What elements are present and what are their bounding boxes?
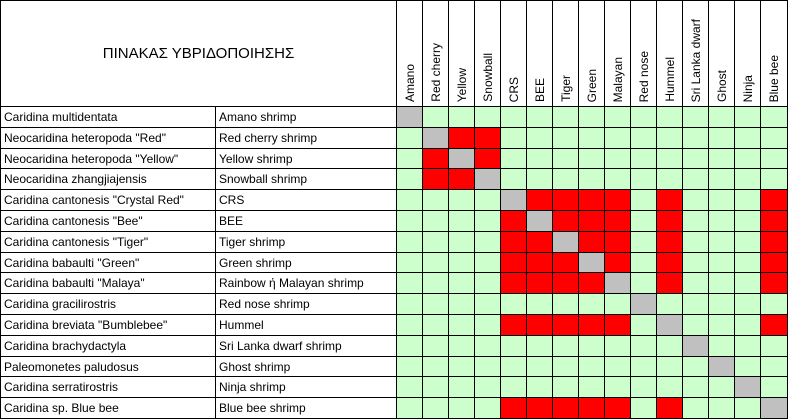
cell-hybridize [552, 252, 579, 273]
column-header [552, 0, 579, 107]
cell-hybridize [578, 189, 605, 211]
cell-compatible [708, 272, 735, 294]
cell-compatible [656, 293, 683, 315]
cell-hybridize [578, 397, 605, 419]
cell-compatible [604, 356, 631, 377]
cell-compatible [682, 148, 709, 169]
cell-compatible [630, 252, 657, 273]
cell-compatible [708, 127, 735, 149]
cell-compatible [526, 293, 553, 315]
cell-compatible [760, 148, 788, 169]
cell-compatible [734, 293, 761, 315]
cell-compatible [630, 397, 657, 419]
row-common-name: Sri Lanka dwarf shrimp [215, 335, 397, 357]
cell-hybridize [604, 189, 631, 211]
cell-compatible [500, 293, 527, 315]
column-header-label: Malayan [610, 56, 625, 102]
cell-compatible [656, 376, 683, 398]
cell-compatible [474, 189, 501, 211]
cell-compatible [656, 106, 683, 128]
cell-compatible [760, 335, 788, 357]
cell-compatible [448, 106, 475, 128]
cell-hybridize [656, 397, 683, 419]
cell-compatible [734, 127, 761, 149]
cell-hybridize [474, 127, 501, 149]
cell-compatible [526, 356, 553, 377]
cell-compatible [500, 168, 527, 190]
cell-compatible [448, 356, 475, 377]
row-scientific-name: Neocaridina heteropoda "Yellow" [0, 148, 216, 169]
cell-compatible [422, 210, 449, 232]
cell-compatible [604, 106, 631, 128]
cell-compatible [396, 210, 423, 232]
cell-compatible [422, 272, 449, 294]
cell-compatible [448, 189, 475, 211]
cell-compatible [682, 397, 709, 419]
cell-compatible [604, 168, 631, 190]
cell-compatible [526, 106, 553, 128]
cell-compatible [734, 231, 761, 253]
cell-self [448, 148, 475, 169]
cell-compatible [396, 376, 423, 398]
column-header-label: Sri Lanka dwarf [688, 18, 703, 102]
cell-compatible [422, 252, 449, 273]
cell-hybridize [500, 210, 527, 232]
cell-compatible [682, 376, 709, 398]
cell-compatible [682, 106, 709, 128]
cell-compatible [448, 397, 475, 419]
cell-compatible [396, 356, 423, 377]
column-header-label: Red nose [636, 50, 651, 102]
cell-compatible [682, 356, 709, 377]
cell-compatible [682, 314, 709, 336]
cell-compatible [604, 127, 631, 149]
cell-hybridize [500, 252, 527, 273]
table-title: ΠΙΝΑΚΑΣ ΥΒΡΙΔΟΠΟΙΗΣΗΣ [0, 0, 397, 107]
cell-compatible [734, 252, 761, 273]
cell-hybridize [760, 189, 788, 211]
cell-hybridize [552, 272, 579, 294]
cell-self [500, 189, 527, 211]
cell-compatible [474, 106, 501, 128]
column-header-label: Yellow [454, 67, 469, 102]
cell-compatible [682, 272, 709, 294]
cell-self [552, 231, 579, 253]
cell-compatible [500, 106, 527, 128]
cell-compatible [396, 231, 423, 253]
cell-compatible [682, 127, 709, 149]
cell-compatible [422, 376, 449, 398]
row-scientific-name: Neocaridina heteropoda "Red" [0, 127, 216, 149]
cell-compatible [396, 168, 423, 190]
cell-compatible [604, 293, 631, 315]
cell-compatible [500, 376, 527, 398]
cell-hybridize [474, 148, 501, 169]
cell-compatible [682, 189, 709, 211]
cell-hybridize [656, 272, 683, 294]
cell-hybridize [604, 210, 631, 232]
cell-compatible [656, 335, 683, 357]
cell-compatible [422, 293, 449, 315]
cell-compatible [708, 335, 735, 357]
column-header-label: Green [584, 68, 599, 102]
cell-compatible [630, 148, 657, 169]
row-common-name: Red nose shrimp [215, 293, 397, 315]
cell-compatible [422, 189, 449, 211]
cell-compatible [682, 252, 709, 273]
cell-compatible [760, 106, 788, 128]
cell-compatible [526, 148, 553, 169]
cell-compatible [734, 335, 761, 357]
cell-hybridize [760, 210, 788, 232]
cell-compatible [396, 397, 423, 419]
cell-compatible [630, 168, 657, 190]
cell-compatible [734, 314, 761, 336]
cell-self [396, 106, 423, 128]
column-header [474, 0, 501, 107]
cell-hybridize [656, 231, 683, 253]
column-header [708, 0, 735, 107]
row-scientific-name: Caridina cantonesis "Bee" [0, 210, 216, 232]
cell-compatible [396, 335, 423, 357]
cell-compatible [396, 314, 423, 336]
row-scientific-name: Caridina breviata "Bumblebee" [0, 314, 216, 336]
cell-compatible [630, 189, 657, 211]
cell-hybridize [526, 397, 553, 419]
column-header [578, 0, 605, 107]
cell-compatible [604, 335, 631, 357]
cell-compatible [578, 335, 605, 357]
cell-compatible [734, 168, 761, 190]
cell-compatible [474, 293, 501, 315]
cell-compatible [656, 148, 683, 169]
cell-compatible [474, 397, 501, 419]
cell-compatible [578, 168, 605, 190]
cell-hybridize [500, 231, 527, 253]
cell-compatible [578, 148, 605, 169]
cell-hybridize [578, 272, 605, 294]
cell-hybridize [656, 189, 683, 211]
row-scientific-name: Caridina cantonesis "Tiger" [0, 231, 216, 253]
cell-compatible [448, 376, 475, 398]
cell-compatible [604, 148, 631, 169]
cell-compatible [630, 376, 657, 398]
column-header-label: Tiger [558, 75, 573, 102]
cell-compatible [708, 231, 735, 253]
cell-compatible [500, 335, 527, 357]
cell-hybridize [526, 272, 553, 294]
cell-compatible [630, 210, 657, 232]
cell-self [604, 272, 631, 294]
row-common-name: Yellow shrimp [215, 148, 397, 169]
cell-compatible [734, 210, 761, 232]
cell-compatible [474, 314, 501, 336]
cell-compatible [500, 127, 527, 149]
cell-compatible [474, 376, 501, 398]
cell-hybridize [500, 397, 527, 419]
cell-compatible [682, 231, 709, 253]
cell-hybridize [500, 314, 527, 336]
row-scientific-name: Caridina serratirostris [0, 376, 216, 398]
cell-hybridize [656, 252, 683, 273]
cell-hybridize [448, 127, 475, 149]
cell-compatible [708, 168, 735, 190]
row-common-name: CRS [215, 189, 397, 211]
cell-compatible [474, 210, 501, 232]
cell-hybridize [578, 231, 605, 253]
cell-compatible [474, 231, 501, 253]
column-header-label: Ghost [714, 69, 729, 102]
cell-self [526, 210, 553, 232]
cell-self [760, 397, 788, 419]
cell-compatible [422, 397, 449, 419]
cell-self [734, 376, 761, 398]
cell-compatible [708, 314, 735, 336]
cell-compatible [708, 148, 735, 169]
cell-self [630, 293, 657, 315]
cell-compatible [552, 293, 579, 315]
cell-compatible [474, 335, 501, 357]
row-common-name: BEE [215, 210, 397, 232]
cell-compatible [448, 210, 475, 232]
cell-compatible [656, 168, 683, 190]
cell-hybridize [578, 314, 605, 336]
cell-compatible [630, 335, 657, 357]
cell-compatible [500, 148, 527, 169]
cell-compatible [448, 272, 475, 294]
cell-compatible [578, 356, 605, 377]
cell-compatible [526, 168, 553, 190]
cell-compatible [526, 127, 553, 149]
row-common-name: Tiger shrimp [215, 231, 397, 253]
cell-compatible [708, 293, 735, 315]
cell-hybridize [604, 397, 631, 419]
cell-hybridize [448, 168, 475, 190]
cell-compatible [708, 252, 735, 273]
cell-compatible [552, 335, 579, 357]
cell-compatible [500, 356, 527, 377]
cell-self [708, 356, 735, 377]
column-header [422, 0, 449, 107]
cell-compatible [708, 106, 735, 128]
cell-compatible [396, 127, 423, 149]
cell-compatible [474, 252, 501, 273]
cell-compatible [552, 148, 579, 169]
column-header-label: Amano [402, 63, 417, 102]
column-header [682, 0, 709, 107]
column-header [526, 0, 553, 107]
cell-compatible [552, 168, 579, 190]
cell-compatible [760, 376, 788, 398]
cell-compatible [630, 231, 657, 253]
row-common-name: Hummel [215, 314, 397, 336]
cell-hybridize [526, 252, 553, 273]
cell-compatible [734, 272, 761, 294]
cell-compatible [396, 148, 423, 169]
cell-compatible [526, 335, 553, 357]
row-scientific-name: Caridina babaulti "Green" [0, 252, 216, 273]
cell-compatible [760, 168, 788, 190]
row-common-name: Snowball shrimp [215, 168, 397, 190]
column-header [630, 0, 657, 107]
cell-hybridize [604, 252, 631, 273]
row-scientific-name: Caridina sp. Blue bee [0, 397, 216, 419]
row-scientific-name: Paleomonetes paludosus [0, 356, 216, 377]
cell-compatible [448, 293, 475, 315]
cell-hybridize [500, 272, 527, 294]
cell-hybridize [526, 231, 553, 253]
cell-hybridize [578, 210, 605, 232]
cell-compatible [734, 148, 761, 169]
cell-hybridize [422, 168, 449, 190]
column-header [396, 0, 423, 107]
cell-hybridize [604, 314, 631, 336]
cell-compatible [422, 231, 449, 253]
cell-compatible [396, 252, 423, 273]
cell-hybridize [760, 252, 788, 273]
column-header [448, 0, 475, 107]
cell-compatible [396, 293, 423, 315]
cell-hybridize [656, 210, 683, 232]
row-common-name: Rainbow ή Malayan shrimp [215, 272, 397, 294]
cell-hybridize [552, 397, 579, 419]
cell-compatible [734, 106, 761, 128]
cell-compatible [630, 314, 657, 336]
column-header [500, 0, 527, 107]
cell-compatible [604, 376, 631, 398]
cell-compatible [708, 376, 735, 398]
cell-compatible [552, 356, 579, 377]
cell-compatible [760, 127, 788, 149]
cell-compatible [396, 189, 423, 211]
column-header-label: CRS [506, 76, 521, 102]
row-scientific-name: Caridina gracilirostris [0, 293, 216, 315]
cell-compatible [578, 106, 605, 128]
cell-compatible [734, 397, 761, 419]
row-scientific-name: Caridina multidentata [0, 106, 216, 128]
column-header-label: Red cherry [428, 43, 443, 102]
cell-compatible [656, 127, 683, 149]
cell-compatible [526, 376, 553, 398]
cell-compatible [682, 168, 709, 190]
column-header-label: Ninja [740, 74, 755, 102]
cell-compatible [578, 376, 605, 398]
cell-compatible [708, 210, 735, 232]
row-scientific-name: Caridina babaulti "Malaya" [0, 272, 216, 294]
cell-compatible [630, 106, 657, 128]
cell-compatible [708, 397, 735, 419]
row-scientific-name: Neocaridina zhangjiajensis [0, 168, 216, 190]
column-header-label: Hummel [662, 57, 677, 102]
cell-compatible [448, 231, 475, 253]
cell-compatible [760, 293, 788, 315]
cell-hybridize [552, 189, 579, 211]
cell-hybridize [526, 189, 553, 211]
row-common-name: Blue bee shrimp [215, 397, 397, 419]
cell-self [656, 314, 683, 336]
cell-compatible [630, 272, 657, 294]
cell-compatible [760, 356, 788, 377]
cell-hybridize [422, 148, 449, 169]
cell-compatible [422, 106, 449, 128]
cell-self [422, 127, 449, 149]
cell-compatible [708, 189, 735, 211]
cell-hybridize [552, 210, 579, 232]
cell-hybridize [760, 314, 788, 336]
cell-hybridize [760, 272, 788, 294]
row-common-name: Red cherry shrimp [215, 127, 397, 149]
column-header [604, 0, 631, 107]
cell-compatible [552, 106, 579, 128]
cell-compatible [448, 314, 475, 336]
column-header-label: Snowball [480, 53, 495, 102]
cell-hybridize [552, 314, 579, 336]
cell-compatible [630, 127, 657, 149]
cell-hybridize [760, 231, 788, 253]
cell-compatible [734, 189, 761, 211]
cell-self [578, 252, 605, 273]
cell-compatible [448, 252, 475, 273]
cell-compatible [682, 293, 709, 315]
cell-compatible [552, 376, 579, 398]
column-header-label: Blue bee [767, 54, 781, 102]
cell-compatible [630, 356, 657, 377]
cell-compatible [578, 293, 605, 315]
cell-compatible [552, 127, 579, 149]
cell-compatible [474, 356, 501, 377]
column-header [734, 0, 761, 107]
cell-hybridize [604, 231, 631, 253]
row-common-name: Amano shrimp [215, 106, 397, 128]
row-common-name: Ghost shrimp [215, 356, 397, 377]
row-scientific-name: Caridina brachydactyla [0, 335, 216, 357]
cell-self [474, 168, 501, 190]
column-header-label: BEE [532, 77, 547, 102]
row-scientific-name: Caridina cantonesis "Crystal Red" [0, 189, 216, 211]
column-header [760, 0, 788, 107]
cell-compatible [448, 335, 475, 357]
cell-compatible [422, 356, 449, 377]
cell-compatible [474, 272, 501, 294]
cell-compatible [578, 127, 605, 149]
row-common-name: Green shrimp [215, 252, 397, 273]
cell-self [682, 335, 709, 357]
row-common-name: Ninja shrimp [215, 376, 397, 398]
cell-compatible [396, 272, 423, 294]
cell-compatible [656, 356, 683, 377]
cell-compatible [734, 356, 761, 377]
cell-compatible [422, 335, 449, 357]
cell-compatible [422, 314, 449, 336]
cell-hybridize [526, 314, 553, 336]
cell-compatible [682, 210, 709, 232]
column-header [656, 0, 683, 107]
